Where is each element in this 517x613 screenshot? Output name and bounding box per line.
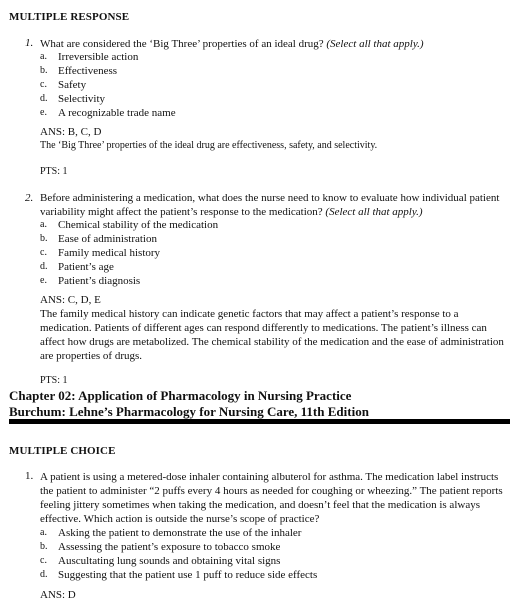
option-list <box>40 218 218 288</box>
option-item <box>40 232 218 246</box>
option-item <box>40 78 176 92</box>
points-value: PTS: 1 <box>40 375 68 386</box>
question-text: A patient is using a metered-dose inhaler containing albuterol for asthma. The medication label instructs the patient to administer “2 puffs every 4 hours as needed for coughing or wheezing.” The patient reports feeling jittery sometimes when taking the medication, and doesn’t feel that the medication is always effective. Which action is outside the nurse’s scope of practice? <box>40 471 503 525</box>
option-letter: b. <box>40 233 48 244</box>
option-text: Effectiveness <box>58 65 118 77</box>
option-letter: b. <box>40 65 48 76</box>
answer-rationale: The ‘Big Three’ properties of the ideal drug are effectiveness, safety, and selectivity. <box>40 140 378 151</box>
option-text: Patient’s age <box>58 261 114 273</box>
option-item <box>40 274 218 288</box>
question-number: 1. <box>25 470 34 482</box>
option-text: Patient’s diagnosis <box>58 275 141 287</box>
option-letter: d. <box>40 93 48 104</box>
option-item <box>40 526 317 540</box>
option-text: Family medical history <box>58 247 161 259</box>
option-text: Chemical stability of the medication <box>58 219 219 231</box>
option-text: Auscultating lung sounds and obtaining vital signs <box>58 555 281 567</box>
option-letter: e. <box>40 275 47 286</box>
option-letter: e. <box>40 107 47 118</box>
option-item <box>40 92 176 106</box>
question-hint: (Select all that apply.) <box>325 206 423 218</box>
option-item <box>40 260 218 274</box>
points-value: PTS: 1 <box>40 166 68 177</box>
option-text: Safety <box>58 79 87 91</box>
section-heading-multiple-choice: MULTIPLE CHOICE <box>9 445 116 457</box>
option-text: Asking the patient to demonstrate the use of the inhaler <box>58 527 302 539</box>
question-hint: (Select all that apply.) <box>326 38 424 50</box>
option-text: A recognizable trade name <box>58 107 176 119</box>
option-letter: a. <box>40 51 47 62</box>
option-item <box>40 218 218 232</box>
option-item <box>40 50 176 64</box>
chapter-divider <box>9 419 510 424</box>
section-heading-multiple-response: MULTIPLE RESPONSE <box>9 11 130 23</box>
answer-key: ANS: D <box>40 589 76 601</box>
option-letter: c. <box>40 247 47 258</box>
option-letter: b. <box>40 541 48 552</box>
option-item <box>40 64 176 78</box>
option-letter: a. <box>40 527 47 538</box>
option-text: Irreversible action <box>58 51 139 63</box>
option-letter: a. <box>40 219 47 230</box>
question-stem: What are considered the ‘Big Three’ properties of an ideal drug? <box>40 38 327 50</box>
option-text: Ease of administration <box>58 233 157 245</box>
option-item <box>40 246 218 260</box>
option-list <box>40 526 317 582</box>
option-item <box>40 106 176 120</box>
question-text <box>40 37 510 51</box>
answer-rationale: The family medical history can indicate genetic factors that may affect a patient’s response to a medication. Patients of different ages can respond differently to medications. The patient’s illness can affect how drugs are metabolized. The chemical stability of the medication and the ease of administration are properties of drugs. <box>40 308 504 362</box>
book-title: Burchum: Lehne’s Pharmacology for Nursing Care, 11th Edition <box>9 404 369 419</box>
question-number: 1. <box>25 37 34 49</box>
option-text: Selectivity <box>58 93 106 105</box>
option-item <box>40 554 317 568</box>
question-number: 2. <box>25 192 34 204</box>
option-letter: c. <box>40 555 47 566</box>
chapter-title: Chapter 02: Application of Pharmacology in Nursing Practice <box>9 388 352 403</box>
question-text <box>40 191 510 219</box>
question-stem: Before administering a medication, what does the nurse need to know to evaluate how individual patient variability might affect the patient’s response to the medication? <box>40 192 500 218</box>
option-text: Suggesting that the patient use 1 puff to reduce side effects <box>58 569 318 581</box>
option-letter: d. <box>40 569 48 580</box>
option-letter: d. <box>40 261 48 272</box>
answer-key: ANS: B, C, D <box>40 126 102 138</box>
option-item <box>40 540 317 554</box>
option-text: Assessing the patient’s exposure to tobacco smoke <box>58 541 281 553</box>
option-list <box>40 50 176 120</box>
option-item <box>40 568 317 582</box>
answer-key: ANS: C, D, E <box>40 294 101 306</box>
option-letter: c. <box>40 79 47 90</box>
